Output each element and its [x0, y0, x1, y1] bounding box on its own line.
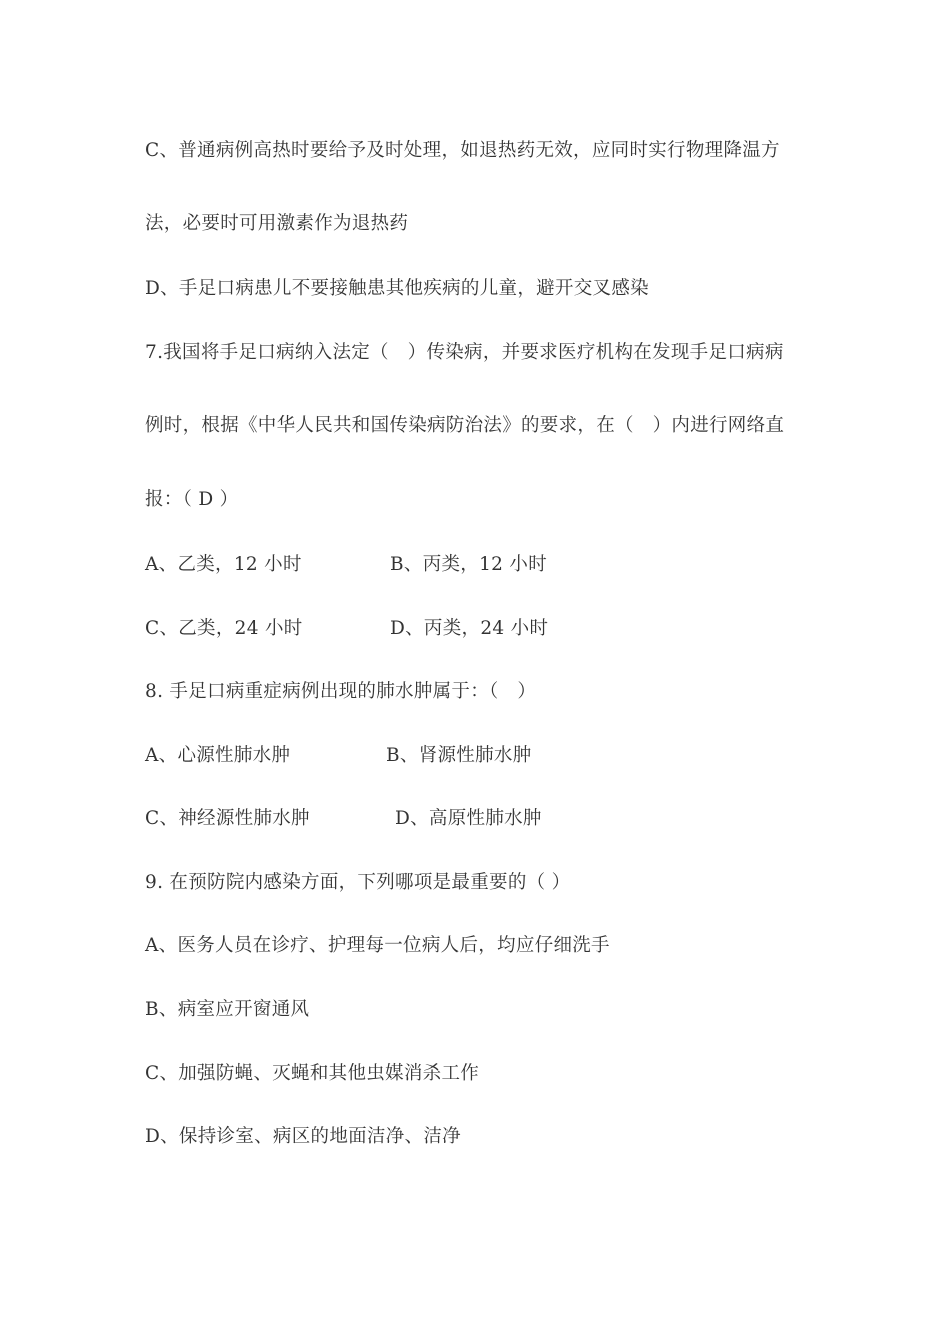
q7-option-b: B、丙类，12 小时: [390, 554, 548, 575]
q8-option-c: C、神经源性肺水肿: [145, 808, 310, 829]
q9-stem: 9. 在预防院内感染方面，下列哪项是最重要的（ ）: [145, 872, 571, 893]
q8-option-a: A、心源性肺水肿: [145, 745, 291, 766]
q7-stem-line1: 7.我国将手足口病纳入法定（ ）传染病，并要求医疗机构在发现手足口病病: [145, 342, 784, 363]
q9-option-c: C、加强防蝇、灭蝇和其他虫媒消杀工作: [145, 1063, 480, 1084]
q7-option-a: A、乙类，12 小时: [145, 554, 302, 575]
q8-stem: 8. 手足口病重症病例出现的肺水肿属于：（ ）: [145, 681, 537, 702]
q9-option-a: A、医务人员在诊疗、护理每一位病人后，均应仔细洗手: [145, 935, 610, 956]
q7-stem-line3: 报：（ D ）: [145, 489, 239, 510]
q8-option-d: D、高原性肺水肿: [395, 808, 542, 829]
q9-option-d: D、保持诊室、病区的地面洁净、洁净: [145, 1126, 461, 1147]
q6-option-c-line2: 法，必要时可用激素作为退热药: [145, 213, 409, 234]
q7-stem-line2: 例时，根据《中华人民共和国传染病防治法》的要求，在（ ）内进行网络直: [145, 415, 785, 436]
q6-option-c-line1: C、普通病例高热时要给予及时处理，如退热药无效，应同时实行物理降温方: [145, 140, 780, 161]
q7-option-d: D、丙类，24 小时: [390, 618, 549, 639]
q6-option-d: D、手足口病患儿不要接触患其他疾病的儿童，避开交叉感染: [145, 278, 649, 299]
q7-option-c: C、乙类，24 小时: [145, 618, 303, 639]
q8-option-b: B、肾源性肺水肿: [386, 745, 532, 766]
q9-option-b: B、病室应开窗通风: [145, 999, 310, 1020]
